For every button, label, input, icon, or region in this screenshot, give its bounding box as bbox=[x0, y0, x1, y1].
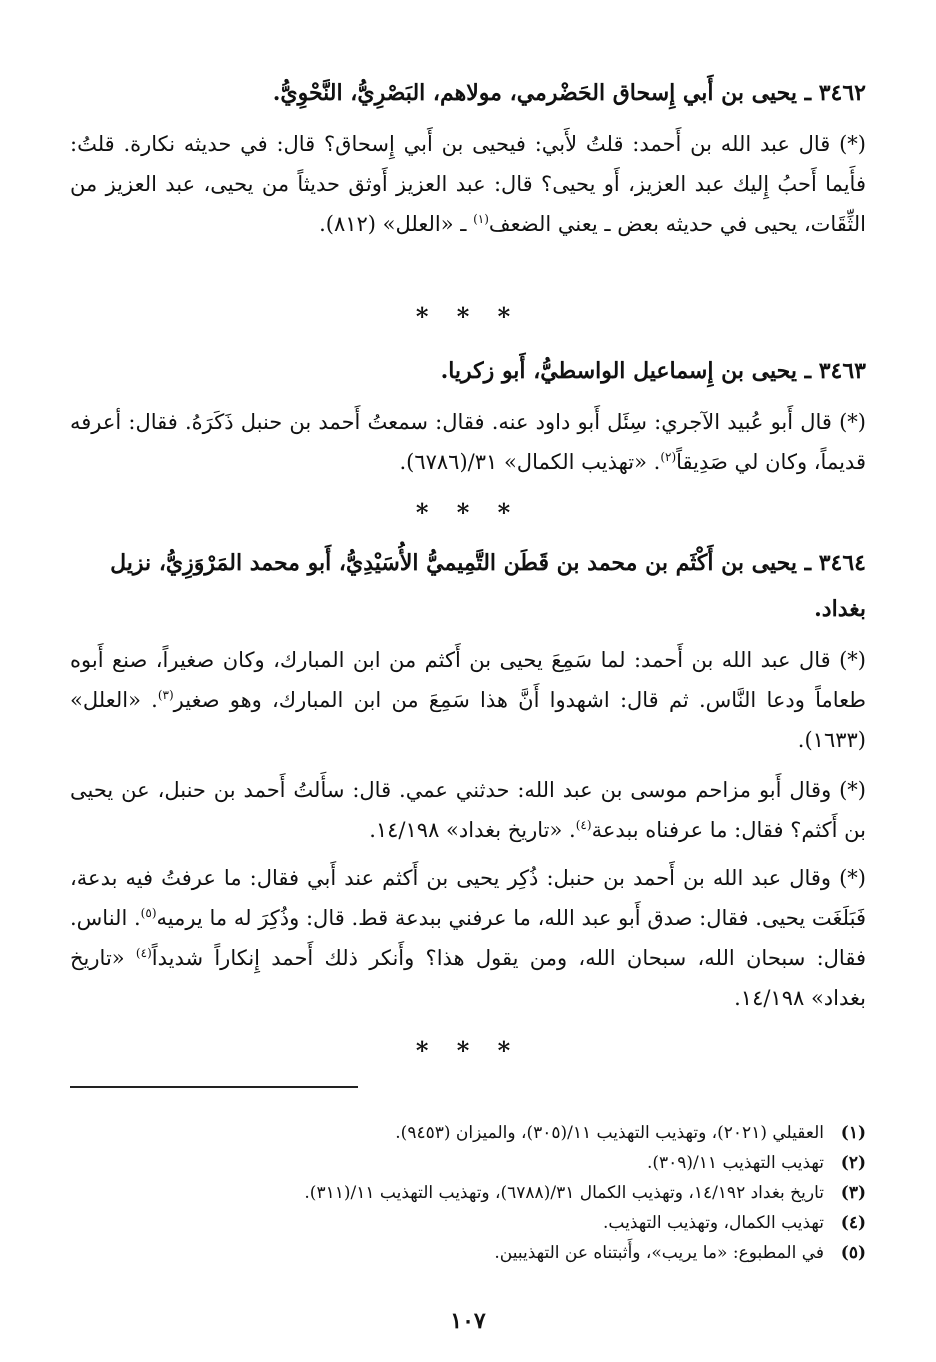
footnote-text: في المطبوع: «ما يريب»، وأَثبتناه عن التهذيبين. bbox=[494, 1243, 824, 1263]
narration-source: «تاريخ بغداد» ١٤/١٩٨. bbox=[70, 946, 866, 1010]
entry-heading-3463: ٣٤٦٣ ـ يحيى بن إِسماعيل الواسطيُّ، أَبو زكريا. bbox=[440, 358, 866, 384]
narration-continuation: . الناس. فقال: سبحان الله، سبحان الله، ومن يقول هذا؟ وأَنكر ذلك أَحمد إِنكاراً شديداً bbox=[70, 906, 866, 970]
narration-source: . «تاريخ بغداد» ١٤/١٩٨. bbox=[369, 818, 576, 842]
entry-heading-3464: ٣٤٦٤ ـ يحيى بن أَكْثَم بن محمد بن قَطَن التَّمِيميُّ الأُسَيْدِيُّ، أَبو محمد المَرْوَزِيُّ، نزيل بغداد. bbox=[110, 550, 866, 622]
footnote-number: (٤) bbox=[840, 1213, 866, 1233]
footnote-ref[interactable]: (٥) bbox=[140, 906, 157, 920]
narration bbox=[70, 770, 866, 850]
entry-3464-paragraph-2 bbox=[70, 770, 866, 850]
narration bbox=[70, 640, 866, 760]
footnote-text: تاريخ بغداد ١٤/١٩٢، وتهذيب الكمال ٣١/(٦٧٨٨)، وتهذيب التهذيب ١١/(٣١١). bbox=[304, 1183, 824, 1203]
footnote-ref[interactable]: (٤) bbox=[135, 946, 152, 960]
entry-3464-paragraph-3 bbox=[70, 858, 866, 1018]
narration-text: (*) قال عبد الله بن أَحمد: لما سَمِعَ يحيى بن أَكثم من ابن المبارك، وكان صغيراً، صنع أَبوه طعاماً ودعا النَّاس. ثم قال: اشهدوا أَنَّ هذا سَمِعَ من ابن المبارك، وهو صغير bbox=[70, 648, 866, 712]
narration bbox=[70, 402, 866, 482]
footnote-number: (٥) bbox=[840, 1243, 866, 1263]
entry-heading-3462: ٣٤٦٢ ـ يحيى بن أَبي إِسحاق الحَضْرمي، مولاهم، البَصْرِيُّ، النَّحْوِيُّ. bbox=[272, 80, 866, 106]
narration-text: (*) وقال عبد الله بن أَحمد بن حنبل: ذُكِر يحيى بن أَكثم عند أَبي فقال: ما عرفتُ فيه بدعة، فَبَلَغَت يحيى. فقال: صدق أَبو عبد الله، ما عرفني ببدعة قط. قال: وذُكِرَ له ما يرميه bbox=[70, 866, 866, 930]
footnote-item bbox=[70, 1178, 866, 1208]
footnote-item bbox=[70, 1238, 866, 1268]
footnote-text: تهذيب الكمال، وتهذيب التهذيب. bbox=[602, 1213, 824, 1233]
footnote-number: (١) bbox=[840, 1123, 866, 1143]
narration-source: . «العلل» (١٦٣٣). bbox=[70, 688, 866, 752]
footnote-number: (٣) bbox=[840, 1183, 866, 1203]
entry-3463-paragraph bbox=[70, 402, 866, 482]
footnote-ref[interactable]: (١) bbox=[473, 212, 489, 226]
narration bbox=[70, 124, 866, 244]
section-separator: * * * bbox=[415, 1036, 521, 1065]
narration-source: . «تهذيب الكمال» ٣١/(٦٧٨٦). bbox=[399, 450, 661, 474]
narration-text: (*) قال أَبو عُبيد الآجري: سِئَل أَبو داود عنه. فقال: سمعتُ أَحمد بن حنبل ذَكَرَهُ. فقال: أعرفه قديماً، وكان لي صَدِيقاً bbox=[70, 410, 866, 474]
footnote-text: العقيلي (٢٠٢١)، وتهذيب التهذيب ١١/(٣٠٥)، والميزان (٩٤٥٣). bbox=[395, 1123, 824, 1143]
narration bbox=[70, 858, 866, 1018]
narration-text: (*) قال عبد الله بن أَحمد: قلتُ لأَبي: فيحيى بن أَبي إِسحاق؟ قال: في حديثه نكارة. قلتُ: فأَيما أَحبُ إِليك عبد العزيز، أَو يحيى؟ قال: عبد العزيز أَوثق حديثاً من يحيى، عبد العزيز من الثِّقَات، يحيى في حديثه بعض ـ يعني الضعف bbox=[70, 132, 866, 236]
footnote-divider bbox=[70, 1086, 358, 1088]
footnote-ref[interactable]: (٢) bbox=[660, 450, 677, 464]
narration-text: (*) وقال أَبو مزاحم موسى بن عبد الله: حدثني عمي. قال: سأَلتُ أَحمد بن حنبل، عن يحيى بن أَكثم؟ فقال: ما عرفناه ببدعة bbox=[70, 778, 866, 842]
entry-3462-paragraph bbox=[70, 124, 866, 244]
footnote-ref[interactable]: (٤) bbox=[575, 818, 592, 832]
section-separator: * * * bbox=[415, 498, 521, 527]
footnote-item bbox=[70, 1208, 866, 1238]
footnote-item bbox=[70, 1148, 866, 1178]
footnote-number: (٢) bbox=[840, 1153, 866, 1173]
footnote-ref[interactable]: (٣) bbox=[157, 688, 174, 702]
footnote-text: تهذيب التهذيب ١١/(٣٠٩). bbox=[646, 1153, 824, 1173]
footnote-item bbox=[70, 1118, 866, 1148]
footnotes bbox=[70, 1118, 866, 1268]
section-separator: * * * bbox=[415, 302, 521, 331]
entry-3464-paragraph-1 bbox=[70, 640, 866, 760]
narration-source: ـ «العلل» (٨١٢). bbox=[319, 212, 474, 236]
page-number: ١٠٧ bbox=[450, 1308, 486, 1334]
